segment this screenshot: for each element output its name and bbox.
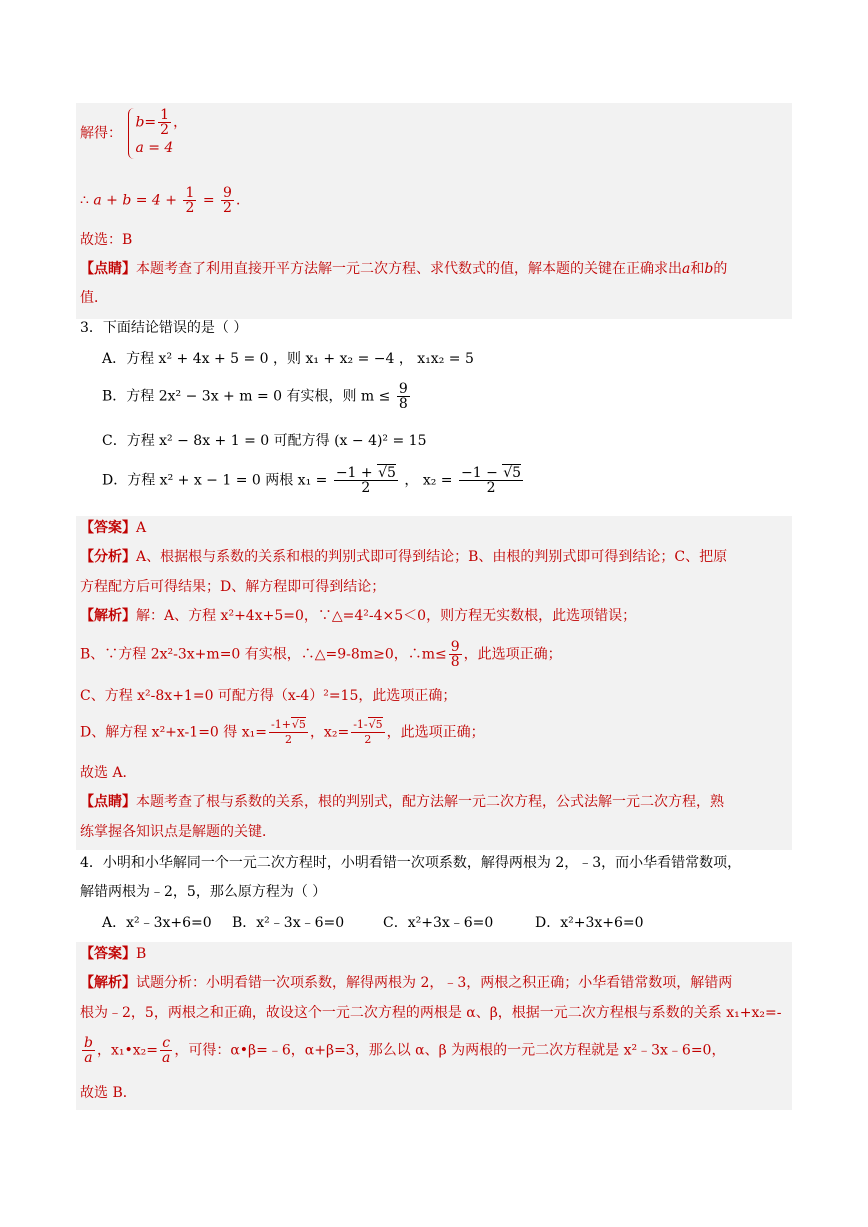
explain-q4-post: ，可得：α•β=﹣6，α+β=3，那么以 α、β 为两根的一元二次方程就是 x²﹣3x﹣6=0， xyxy=(174,1042,726,1059)
he-word: 和 xyxy=(690,261,705,277)
q3-d-x1-fraction: $\frac{-1 + √5}{2}$ xyxy=(335,465,396,496)
equals-sign: = xyxy=(198,192,220,209)
de-word: 的 xyxy=(713,261,728,277)
half-fraction: $\frac{1}{2}$ xyxy=(160,107,170,138)
q4-explain-1 xyxy=(80,973,732,993)
q3-explain-d xyxy=(80,718,485,747)
sys-comma: ， xyxy=(173,114,188,131)
q3-explain-1 xyxy=(80,606,636,626)
comment-tag: 【点睛】 xyxy=(80,261,136,277)
ab-expression: a + b = 4 + xyxy=(93,192,182,209)
answer-value: A xyxy=(136,520,147,536)
explain-tag: 【解析】 xyxy=(80,608,136,624)
equation-system xyxy=(128,108,187,159)
b-over-a: $\frac{b}{a}$ xyxy=(84,1035,93,1066)
q4-stem-2: 解错两根为﹣2，5，那么原方程为（ ） xyxy=(80,884,327,900)
answer-value-q4: B xyxy=(136,946,147,962)
q3-comment-2: 练掌握各知识点是解题的关键． xyxy=(80,824,276,840)
q3-choice: 故选 A． xyxy=(80,765,137,781)
q4-option-d: D．x²+3x+6=0 xyxy=(535,915,644,931)
q4-explain-3 xyxy=(80,1036,725,1065)
q3-explain-c: C、方程 x²-8x+1=0 可配方得（x-4）²=15，此选项正确； xyxy=(80,688,457,704)
explain-b-post: ，此选项正确； xyxy=(463,646,562,663)
c-over-a: $\frac{c}{a}$ xyxy=(161,1035,171,1066)
q3-b-fraction: $\frac{9}{8}$ xyxy=(398,381,408,412)
sys-b: b xyxy=(135,114,145,131)
explain-b-fraction: $\frac{9}{8}$ xyxy=(450,639,460,670)
q3-option-d xyxy=(102,466,525,495)
therefore-symbol: ∴ xyxy=(80,192,94,209)
q4-answer xyxy=(80,944,146,964)
q4-option-c: C．x²+3x﹣6=0 xyxy=(383,915,494,931)
comment-tag-q3: 【点睛】 xyxy=(80,794,136,810)
solve-label: 解得： xyxy=(80,125,122,142)
var-a: a xyxy=(682,261,691,277)
answer-tag-q4: 【答案】 xyxy=(80,946,136,962)
sys-a: a = 4 xyxy=(135,140,174,156)
q4-option-b: B．x²﹣3x﹣6=0 xyxy=(232,915,345,931)
q4-stem-1: 4．小明和小华解同一个一元二次方程时，小明看错一次项系数，解得两根为 2，﹣3，而小华看错常数项， xyxy=(80,855,742,871)
half-fraction-2: $\frac{1}{2}$ xyxy=(185,185,195,216)
q3-comment-1 xyxy=(80,792,724,812)
q3-option-c: C．方程 x² − 8x + 1 = 0 可配方得 (x − 4)² = 15 xyxy=(102,433,427,449)
explain-d-x2: $\frac{-1-√5}{2}$ xyxy=(353,718,383,746)
q3-answer xyxy=(80,518,146,538)
q4-option-a: A．x²﹣3x+6=0 xyxy=(102,915,212,931)
explain-q4-mid: ，x₁•x₂= xyxy=(96,1042,158,1059)
answer-tag: 【答案】 xyxy=(80,520,136,536)
q3-d-mid: ， x₂ = xyxy=(399,472,457,489)
explain-d-text: D、解方程 x²+x-1=0 得 x₁= xyxy=(80,724,267,741)
q3-stem: 3．下面结论错误的是（ ） xyxy=(80,320,248,336)
nine-halves: $\frac{9}{2}$ xyxy=(223,185,232,216)
analysis-text-1: A、根据根与系数的关系和根的判别式即可得到结论；B、由根的判别式即可得到结论；C、把原 xyxy=(136,549,728,565)
q3-explain-b xyxy=(80,640,562,669)
explain-tag-q4: 【解析】 xyxy=(80,975,136,991)
q3-b-text: B．方程 2x² − 3x + m = 0 有实根，则 m ≤ xyxy=(102,388,395,405)
q3-d-text: D．方程 x² + x − 1 = 0 两根 x₁ = xyxy=(102,472,332,489)
explain-d-mid: ，x₂= xyxy=(309,724,350,741)
q3-option-a: A．方程 x² + 4x + 5 = 0 ，则 x₁ + x₂ = −4 ， x₁x₂ = 5 xyxy=(102,351,474,367)
choice-p1: 故选：B xyxy=(80,232,133,248)
period: ． xyxy=(235,192,250,209)
explain-text-q4-1: 试题分析：小明看错一次项系数，解得两根为 2，﹣3，两根之积正确；小华看错常数项，解错两 xyxy=(136,975,733,991)
explain-d-x1: $\frac{-1+√5}{2}$ xyxy=(270,718,306,746)
q3-analysis-2: 方程配方后可得结果；D、解方程即可得到结论； xyxy=(80,579,386,595)
q3-d-x2-fraction: $\frac{-1 - √5}{2}$ xyxy=(460,465,522,496)
comment-p1-line2: 值． xyxy=(80,290,108,306)
analysis-tag: 【分析】 xyxy=(80,549,136,565)
explain-b-text: B、∵方程 2x²-3x+m=0 有实根，∴△=9-8m≥0，∴m≤ xyxy=(80,646,447,663)
var-b: b xyxy=(704,261,714,277)
q3-analysis-1 xyxy=(80,547,727,567)
solve-line xyxy=(80,108,187,159)
q4-explain-2: 根为﹣2，5，两根之和正确，故设这个一元二次方程的两根是 α、β，根据一元二次方程根与系数的关系 x₁+x₂=- xyxy=(80,1005,782,1021)
explain-d-post: ，此选项正确； xyxy=(386,724,485,741)
solution-block-q4 xyxy=(76,942,792,1110)
comment-text-q3: 本题考查了根与系数的关系，根的判别式，配方法解一元二次方程，公式法解一元二次方程，熟 xyxy=(136,794,724,810)
comment-text: 本题考查了利用直接开平方法解一元二次方程、求代数式的值，解本题的关键在正确求出 xyxy=(136,261,682,277)
sys-eq: = xyxy=(144,114,157,131)
q3-option-b xyxy=(102,382,412,411)
q4-choice: 故选 B． xyxy=(80,1085,137,1101)
comment-p1-line1 xyxy=(80,259,727,279)
explain-text-1: 解：A、方程 x²+4x+5=0，∵△=4²-4×5＜0，则方程无实数根，此选项错误； xyxy=(136,608,637,624)
sum-line xyxy=(80,186,250,215)
